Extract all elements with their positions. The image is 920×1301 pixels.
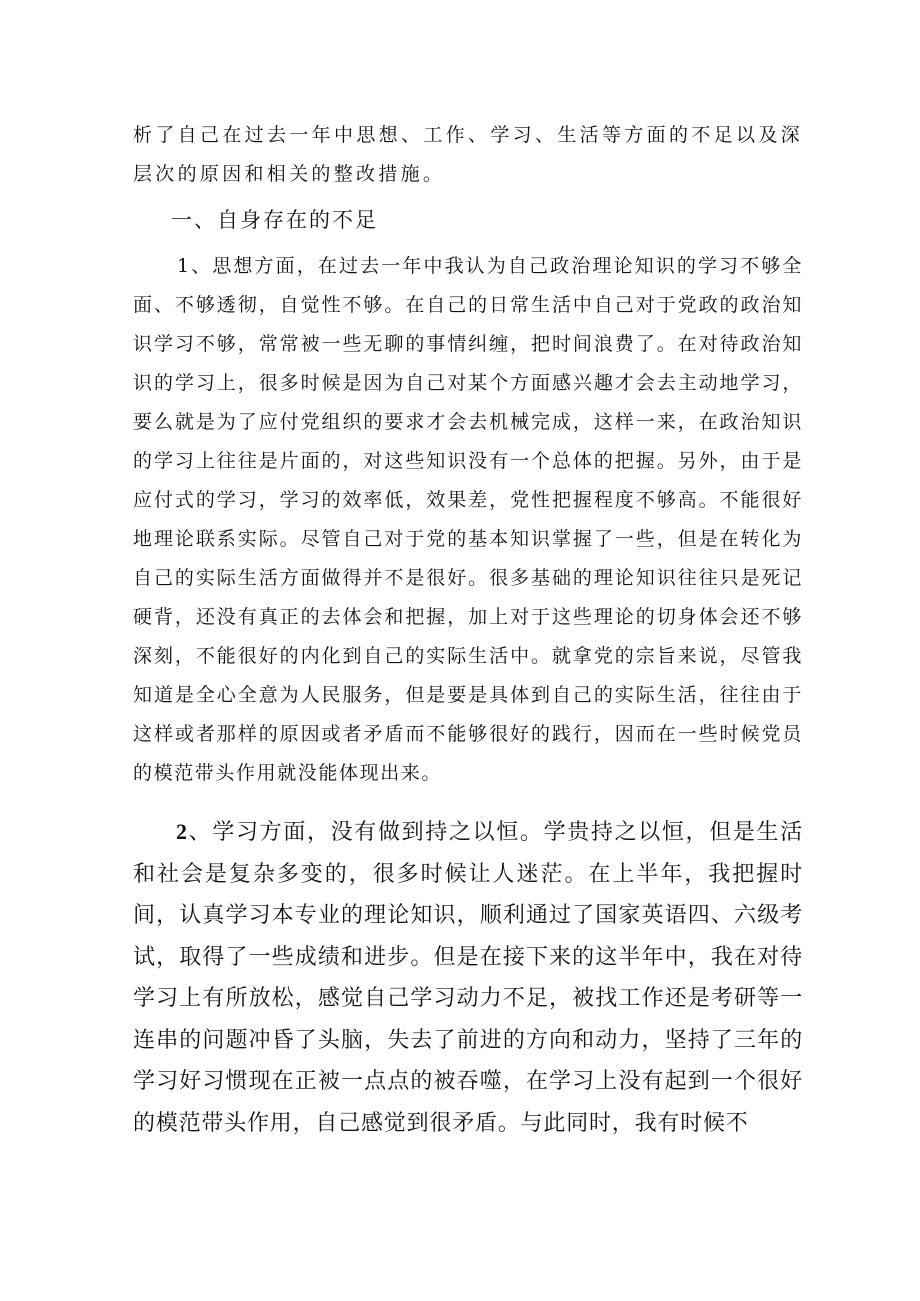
study-aspect-paragraph [133,811,803,1144]
study-aspect-text: 、学习方面，没有做到持之以恒。学贵持之以恒，但是生活和社会是复杂多变的，很多时候让人迷茫。在上半年，我把握时间，认真学习本专业的理论知识，顺利通过了国家英语四、六级考试，取得了一些成绩和进步。但是在接下来的这半年中，我在对待学习上有所放松，感觉自己学习动力不足，被找工作还是考研等一连串的问题冲昏了头脑，失去了前进的方向和动力，坚持了三年的学习好习惯现在正被一点点的被吞噬，在学习上没有起到一个很好的模范带头作用，自己感觉到很矛盾。与此同时，我有时候不 [133,820,803,1136]
thought-aspect-paragraph: 1、思想方面，在过去一年中我认为自己政治理论知识的学习不够全面、不够透彻，自觉性不够。在自己的日常生活中自己对于党政的政治知识学习不够，常常被一些无聊的事情纠缠，把时间浪费了。在对待政治知识的学习上，很多时候是因为自己对某个方面感兴趣才会去主动地学习，要么就是为了应付党组织的要求才会去机械完成，这样一来，在政治知识的学习上往往是片面的，对这些知识没有一个总体的把握。另外，由于是应付式的学习，学习的效率低，效果差，党性把握程度不够高。不能很好地理论联系实际。尽管自己对于党的基本知识掌握了一些，但是在转化为自己的实际生活方面做得并不是很好。很多基础的理论知识往往只是死记硬背，还没有真正的去体会和把握，加上对于这些理论的切身体会还不够深刻，不能很好的内化到自己的实际生活中。就拿党的宗旨来说，尽管我知道是全心全意为人民服务，但是要是具体到自己的实际生活，往往由于这样或者那样的原因或者矛盾而不能够很好的践行，因而在一些时候党员的模范带头作用就没能体现出来。 [133,255,803,784]
intro-paragraph: 析了自己在过去一年中思想、工作、学习、生活等方面的不足以及深层次的原因和相关的整改措施。 [133,124,803,185]
section-heading: 一、自身存在的不足 [171,208,378,232]
study-item-number: 2 [176,819,188,844]
